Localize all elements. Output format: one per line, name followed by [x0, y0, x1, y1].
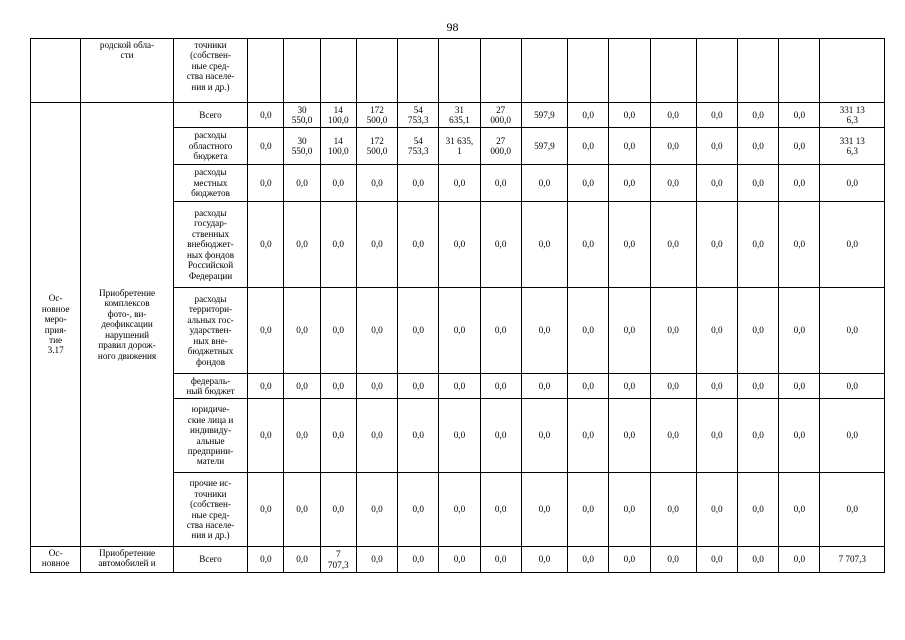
- value-cell: 0,0: [248, 165, 284, 202]
- value-cell: 0,0: [779, 399, 820, 473]
- value-cell: [696, 39, 737, 103]
- value-cell: 54 753,3: [398, 128, 439, 165]
- value-cell: 0,0: [650, 103, 696, 128]
- value-cell: 0,0: [398, 547, 439, 573]
- value-cell: 331 13 6,3: [820, 128, 885, 165]
- value-cell: 0,0: [439, 473, 480, 547]
- budget-table: [30, 38, 885, 573]
- value-cell: 0,0: [248, 202, 284, 288]
- value-cell: 7 707,3: [820, 547, 885, 573]
- value-cell: 0,0: [609, 288, 650, 374]
- funding-source-cell: федераль- ный бюджет: [173, 374, 247, 399]
- value-cell: 30 550,0: [284, 103, 320, 128]
- value-cell: [284, 39, 320, 103]
- measure-label-cell: Ос- новное меро- прия- тие 3.17: [31, 103, 81, 547]
- value-cell: 14 100,0: [320, 128, 356, 165]
- value-cell: 0,0: [320, 473, 356, 547]
- funding-source-cell: юридиче- ские лица и индивиду- альные предприни- матели: [173, 399, 247, 473]
- value-cell: 0,0: [521, 473, 567, 547]
- value-cell: 0,0: [284, 374, 320, 399]
- value-cell: 0,0: [568, 288, 609, 374]
- value-cell: 0,0: [284, 288, 320, 374]
- value-cell: 27 000,0: [480, 103, 521, 128]
- value-cell: 0,0: [609, 165, 650, 202]
- measure-name-cell: родской обла- сти: [81, 39, 174, 103]
- funding-source-cell: расходы территори- альных гос- ударствен- ных вне- бюджетных фондов: [173, 288, 247, 374]
- budget-table-body: [31, 39, 885, 573]
- value-cell: 0,0: [439, 374, 480, 399]
- measure-label-cell: Ос- новное: [31, 547, 81, 573]
- value-cell: 0,0: [320, 288, 356, 374]
- value-cell: 27 000,0: [480, 128, 521, 165]
- value-cell: 0,0: [696, 374, 737, 399]
- value-cell: 0,0: [696, 202, 737, 288]
- value-cell: 0,0: [738, 374, 779, 399]
- value-cell: 0,0: [779, 202, 820, 288]
- funding-row: [31, 103, 885, 128]
- value-cell: 0,0: [609, 399, 650, 473]
- value-cell: 0,0: [568, 202, 609, 288]
- value-cell: 0,0: [480, 202, 521, 288]
- funding-source-cell: Всего: [173, 103, 247, 128]
- value-cell: 0,0: [248, 473, 284, 547]
- value-cell: 0,0: [609, 103, 650, 128]
- measure-name-cell: Приобретение комплексов фото-, ви- деофиксации нарушений правил дорож- ного движения: [81, 103, 174, 547]
- value-cell: 0,0: [521, 165, 567, 202]
- value-cell: 0,0: [439, 202, 480, 288]
- value-cell: 0,0: [568, 165, 609, 202]
- value-cell: 0,0: [480, 374, 521, 399]
- value-cell: [439, 39, 480, 103]
- value-cell: 0,0: [439, 399, 480, 473]
- value-cell: 0,0: [284, 547, 320, 573]
- value-cell: 0,0: [521, 547, 567, 573]
- value-cell: 0,0: [480, 473, 521, 547]
- value-cell: 0,0: [480, 399, 521, 473]
- value-cell: 172 500,0: [356, 103, 397, 128]
- value-cell: 0,0: [738, 103, 779, 128]
- value-cell: 0,0: [320, 374, 356, 399]
- value-cell: 0,0: [779, 547, 820, 573]
- value-cell: 0,0: [356, 399, 397, 473]
- value-cell: [609, 39, 650, 103]
- value-cell: 0,0: [738, 165, 779, 202]
- value-cell: 0,0: [650, 547, 696, 573]
- value-cell: 331 13 6,3: [820, 103, 885, 128]
- value-cell: 0,0: [356, 165, 397, 202]
- value-cell: 0,0: [320, 165, 356, 202]
- value-cell: 0,0: [248, 103, 284, 128]
- value-cell: 0,0: [696, 547, 737, 573]
- value-cell: 0,0: [696, 103, 737, 128]
- value-cell: 0,0: [521, 374, 567, 399]
- value-cell: 0,0: [320, 399, 356, 473]
- value-cell: 31 635, 1: [439, 128, 480, 165]
- funding-source-cell: прочие ис- точники (собствен- ные сред- ства населе- ния и др.): [173, 473, 247, 547]
- value-cell: 0,0: [779, 128, 820, 165]
- value-cell: 0,0: [650, 202, 696, 288]
- value-cell: 0,0: [480, 288, 521, 374]
- value-cell: 0,0: [609, 128, 650, 165]
- value-cell: 0,0: [650, 399, 696, 473]
- value-cell: 0,0: [248, 288, 284, 374]
- funding-source-cell: расходы местных бюджетов: [173, 165, 247, 202]
- value-cell: 0,0: [738, 128, 779, 165]
- value-cell: 14 100,0: [320, 103, 356, 128]
- funding-source-cell: Всего: [173, 547, 247, 573]
- value-cell: 0,0: [284, 165, 320, 202]
- value-cell: [650, 39, 696, 103]
- value-cell: 0,0: [439, 165, 480, 202]
- page-number: 98: [446, 20, 459, 34]
- value-cell: 0,0: [738, 547, 779, 573]
- value-cell: 597,9: [521, 103, 567, 128]
- value-cell: [480, 39, 521, 103]
- value-cell: 0,0: [356, 202, 397, 288]
- value-cell: [356, 39, 397, 103]
- value-cell: 0,0: [820, 473, 885, 547]
- value-cell: 0,0: [738, 202, 779, 288]
- value-cell: 0,0: [696, 165, 737, 202]
- value-cell: 0,0: [320, 202, 356, 288]
- value-cell: 0,0: [696, 288, 737, 374]
- value-cell: 0,0: [480, 547, 521, 573]
- value-cell: 0,0: [398, 399, 439, 473]
- value-cell: 0,0: [398, 473, 439, 547]
- value-cell: 0,0: [568, 399, 609, 473]
- value-cell: 0,0: [650, 165, 696, 202]
- value-cell: 0,0: [820, 374, 885, 399]
- value-cell: 0,0: [398, 202, 439, 288]
- value-cell: 0,0: [284, 202, 320, 288]
- value-cell: 0,0: [738, 399, 779, 473]
- value-cell: 0,0: [356, 473, 397, 547]
- value-cell: 0,0: [398, 288, 439, 374]
- value-cell: 0,0: [568, 374, 609, 399]
- value-cell: 31 635,1: [439, 103, 480, 128]
- funding-source-cell: расходы областного бюджета: [173, 128, 247, 165]
- value-cell: 0,0: [356, 547, 397, 573]
- value-cell: 0,0: [738, 288, 779, 374]
- value-cell: 0,0: [696, 128, 737, 165]
- value-cell: [320, 39, 356, 103]
- value-cell: 0,0: [398, 165, 439, 202]
- measure-label-cell: [31, 39, 81, 103]
- value-cell: 0,0: [356, 288, 397, 374]
- value-cell: [779, 39, 820, 103]
- value-cell: 0,0: [521, 288, 567, 374]
- value-cell: 0,0: [650, 288, 696, 374]
- value-cell: 0,0: [779, 103, 820, 128]
- next-measure-row: [31, 547, 885, 573]
- value-cell: 0,0: [820, 399, 885, 473]
- value-cell: 0,0: [820, 202, 885, 288]
- value-cell: 0,0: [696, 399, 737, 473]
- value-cell: 0,0: [650, 374, 696, 399]
- value-cell: 0,0: [568, 128, 609, 165]
- value-cell: 0,0: [248, 374, 284, 399]
- value-cell: 0,0: [779, 165, 820, 202]
- value-cell: 0,0: [356, 374, 397, 399]
- continuation-row: [31, 39, 885, 103]
- value-cell: 0,0: [248, 399, 284, 473]
- value-cell: 172 500,0: [356, 128, 397, 165]
- value-cell: 0,0: [284, 473, 320, 547]
- value-cell: 0,0: [779, 374, 820, 399]
- value-cell: [248, 39, 284, 103]
- value-cell: 0,0: [398, 374, 439, 399]
- value-cell: 0,0: [738, 473, 779, 547]
- value-cell: 54 753,3: [398, 103, 439, 128]
- value-cell: 0,0: [609, 202, 650, 288]
- funding-source-cell: расходы государ- ственных внебюджет- ных фондов Российской Федерации: [173, 202, 247, 288]
- value-cell: [568, 39, 609, 103]
- value-cell: 0,0: [248, 547, 284, 573]
- value-cell: 0,0: [480, 165, 521, 202]
- value-cell: 0,0: [521, 399, 567, 473]
- value-cell: 0,0: [609, 374, 650, 399]
- value-cell: 7 707,3: [320, 547, 356, 573]
- value-cell: 0,0: [609, 473, 650, 547]
- value-cell: 0,0: [650, 473, 696, 547]
- value-cell: 0,0: [248, 128, 284, 165]
- measure-name-cell: Приобретение автомобилей и: [81, 547, 174, 573]
- value-cell: 0,0: [820, 165, 885, 202]
- value-cell: 0,0: [779, 288, 820, 374]
- value-cell: 0,0: [609, 547, 650, 573]
- value-cell: 0,0: [568, 547, 609, 573]
- value-cell: 0,0: [696, 473, 737, 547]
- value-cell: 0,0: [568, 473, 609, 547]
- value-cell: 0,0: [568, 103, 609, 128]
- value-cell: 0,0: [650, 128, 696, 165]
- value-cell: 0,0: [521, 202, 567, 288]
- value-cell: 0,0: [820, 288, 885, 374]
- value-cell: 0,0: [284, 399, 320, 473]
- value-cell: 30 550,0: [284, 128, 320, 165]
- value-cell: [820, 39, 885, 103]
- value-cell: [521, 39, 567, 103]
- value-cell: 0,0: [779, 473, 820, 547]
- value-cell: 0,0: [439, 288, 480, 374]
- value-cell: 0,0: [439, 547, 480, 573]
- value-cell: 597,9: [521, 128, 567, 165]
- value-cell: [398, 39, 439, 103]
- funding-source-cell: точники (собствен- ные сред- ства населе- ния и др.): [173, 39, 247, 103]
- value-cell: [738, 39, 779, 103]
